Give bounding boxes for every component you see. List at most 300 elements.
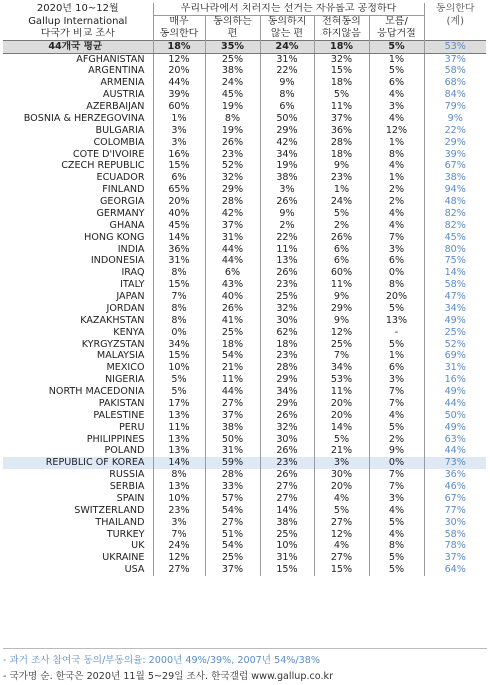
strongly-disagree-value: 25% xyxy=(314,339,369,351)
agree-total-value: 78% xyxy=(424,540,486,552)
strongly-disagree-value: 7% xyxy=(314,350,369,362)
agree-value: 28% xyxy=(205,196,260,208)
strongly-agree-value: 60% xyxy=(153,101,205,113)
strongly-disagree-value: 4% xyxy=(314,493,369,505)
agree-header-b: (계) xyxy=(424,15,486,27)
agree-total-value: 94% xyxy=(424,184,486,196)
strongly-agree-value: 36% xyxy=(153,244,205,256)
dont-know-value: 4% xyxy=(369,505,424,517)
country-name: ECUADOR xyxy=(96,172,145,184)
strongly-agree-value: 6% xyxy=(153,172,205,184)
strongly-agree-value: 8% xyxy=(153,315,205,327)
disagree-value: 22% xyxy=(260,232,314,244)
agree-total-value: 79% xyxy=(424,101,486,113)
agree-total-value: 58% xyxy=(424,279,486,291)
strongly-disagree-value: 9% xyxy=(314,291,369,303)
table-row xyxy=(3,445,486,457)
average-agree: 53% xyxy=(424,40,486,53)
strongly-disagree-value: 60% xyxy=(314,267,369,279)
col4-header-b: 하지않음 xyxy=(314,28,369,40)
country-name: GERMANY xyxy=(96,207,145,219)
table-row xyxy=(3,184,486,196)
strongly-disagree-value: 21% xyxy=(314,445,369,457)
agree-value: 50% xyxy=(205,434,260,446)
strongly-agree-value: 14% xyxy=(153,457,205,469)
strongly-agree-value: 20% xyxy=(153,196,205,208)
country-name: INDONESIA xyxy=(90,255,145,267)
agree-total-value: 68% xyxy=(424,77,486,89)
dont-know-value: 5% xyxy=(369,517,424,529)
table-row xyxy=(3,232,486,244)
agree-total-value: 69% xyxy=(424,350,486,362)
agree-value: 32% xyxy=(205,172,260,184)
agree-total-value: 82% xyxy=(424,220,486,232)
agree-value: 18% xyxy=(205,339,260,351)
agree-value: 40% xyxy=(205,291,260,303)
table-row xyxy=(3,172,486,184)
table-row xyxy=(3,101,486,113)
disagree-value: 26% xyxy=(260,267,314,279)
agree-total-value: 80% xyxy=(424,244,486,256)
agree-total-value: 75% xyxy=(424,255,486,267)
dont-know-value: 3% xyxy=(369,101,424,113)
country-name: TURKEY xyxy=(106,528,145,540)
table-row xyxy=(3,552,486,564)
disagree-value: 6% xyxy=(260,101,314,113)
table-row xyxy=(3,291,486,303)
disagree-value: 34% xyxy=(260,149,314,161)
strongly-agree-value: 3% xyxy=(153,137,205,149)
strongly-disagree-value: 53% xyxy=(314,374,369,386)
disagree-value: 27% xyxy=(260,493,314,505)
strongly-disagree-value: 34% xyxy=(314,362,369,374)
strongly-agree-value: 8% xyxy=(153,303,205,315)
disagree-value: 50% xyxy=(260,113,314,125)
table-row xyxy=(3,137,486,149)
strongly-agree-value: 16% xyxy=(153,149,205,161)
col3-header-b: 않는 편 xyxy=(260,28,314,40)
agree-value: 27% xyxy=(205,398,260,410)
header-row-2 xyxy=(3,15,486,27)
strongly-disagree-value: 9% xyxy=(314,160,369,172)
agree-value: 41% xyxy=(205,315,260,327)
agree-total-value: 16% xyxy=(424,374,486,386)
disagree-value: 25% xyxy=(260,529,314,541)
disagree-value: 29% xyxy=(260,374,314,386)
strongly-disagree-value: 2% xyxy=(314,220,369,232)
dont-know-value: 3% xyxy=(369,493,424,505)
strongly-agree-value: 13% xyxy=(153,434,205,446)
strongly-disagree-value: 4% xyxy=(314,540,369,552)
dont-know-value: 13% xyxy=(369,315,424,327)
disagree-value: 31% xyxy=(260,552,314,564)
header-row-1 xyxy=(3,3,486,15)
dont-know-value: 12% xyxy=(369,125,424,137)
strongly-agree-value: 7% xyxy=(153,529,205,541)
agree-value: 38% xyxy=(205,65,260,77)
disagree-value: 38% xyxy=(260,172,314,184)
country-name: JORDAN xyxy=(106,302,145,314)
dont-know-value: 5% xyxy=(369,303,424,315)
country-name: AUSTRIA xyxy=(102,89,145,101)
agree-total-value: 34% xyxy=(424,303,486,315)
agree-value: 25% xyxy=(205,53,260,65)
col5-header-a: 모름/ xyxy=(369,15,424,27)
footnote-divider xyxy=(3,648,487,649)
dont-know-value: 3% xyxy=(369,374,424,386)
strongly-agree-value: 8% xyxy=(153,267,205,279)
header-row-3 xyxy=(3,28,486,40)
table-row xyxy=(3,315,486,327)
disagree-value: 29% xyxy=(260,125,314,137)
col5-header-b: 응답거절 xyxy=(369,28,424,40)
agree-value: 19% xyxy=(205,125,260,137)
country-name: MEXICO xyxy=(106,362,145,374)
dont-know-value: 6% xyxy=(369,77,424,89)
agree-total-value: 31% xyxy=(424,362,486,374)
strongly-agree-value: 34% xyxy=(153,339,205,351)
disagree-value: 26% xyxy=(260,410,314,422)
country-name: KYRGYZSTAN xyxy=(81,338,145,350)
agree-total-value: 50% xyxy=(424,410,486,422)
agree-value: 54% xyxy=(205,540,260,552)
dont-know-value: 7% xyxy=(369,481,424,493)
dont-know-value: 7% xyxy=(369,232,424,244)
col2-header-b: 편 xyxy=(205,28,260,40)
disagree-value: 42% xyxy=(260,137,314,149)
strongly-agree-value: 10% xyxy=(153,493,205,505)
disagree-value: 34% xyxy=(260,386,314,398)
disagree-value: 9% xyxy=(260,208,314,220)
agree-total-value: 29% xyxy=(424,137,486,149)
agree-value: 24% xyxy=(205,77,260,89)
agree-value: 11% xyxy=(205,374,260,386)
agree-total-value: 46% xyxy=(424,481,486,493)
table-row xyxy=(3,149,486,161)
strongly-disagree-value: 15% xyxy=(314,65,369,77)
strongly-agree-value: 3% xyxy=(153,517,205,529)
table-row xyxy=(3,327,486,339)
agree-value: 44% xyxy=(205,386,260,398)
country-name: BOSNIA & HERZEGOVINA xyxy=(23,112,145,124)
dont-know-value: 4% xyxy=(369,410,424,422)
col4-header-a: 전혀동의 xyxy=(314,15,369,27)
strongly-agree-value: 11% xyxy=(153,422,205,434)
strongly-agree-value: 13% xyxy=(153,410,205,422)
dont-know-value: 9% xyxy=(369,445,424,457)
disagree-value: 23% xyxy=(260,457,314,469)
agree-value: 23% xyxy=(205,149,260,161)
strongly-disagree-value: 11% xyxy=(314,101,369,113)
agree-total-value: 45% xyxy=(424,232,486,244)
dont-know-value: 6% xyxy=(369,362,424,374)
agree-total-value: 82% xyxy=(424,208,486,220)
col1-header-a: 매우 xyxy=(153,15,205,27)
country-name: COTE D'IVOIRE xyxy=(72,148,145,160)
strongly-agree-value: 27% xyxy=(153,564,205,576)
dont-know-value: - xyxy=(369,327,424,339)
strongly-agree-value: 44% xyxy=(153,77,205,89)
agree-value: 26% xyxy=(205,303,260,315)
agree-value: 19% xyxy=(205,101,260,113)
country-name: THAILAND xyxy=(95,516,145,528)
disagree-value: 26% xyxy=(260,196,314,208)
agree-value: 54% xyxy=(205,350,260,362)
table-row xyxy=(3,279,486,291)
strongly-agree-value: 17% xyxy=(153,398,205,410)
agree-value: 57% xyxy=(205,493,260,505)
strongly-disagree-value: 5% xyxy=(314,505,369,517)
disagree-value: 28% xyxy=(260,362,314,374)
disagree-value: 11% xyxy=(260,244,314,256)
agree-value: 38% xyxy=(205,422,260,434)
agree-value: 45% xyxy=(205,89,260,101)
agree-total-value: 49% xyxy=(424,315,486,327)
agree-value: 44% xyxy=(205,244,260,256)
strongly-agree-value: 45% xyxy=(153,220,205,232)
agree-total-value: 52% xyxy=(424,339,486,351)
dont-know-value: 7% xyxy=(369,398,424,410)
agree-value: 26% xyxy=(205,137,260,149)
agree-value: 43% xyxy=(205,279,260,291)
footnote-source: - 국가명 순. 한국은 2020년 11월 5~29일 조사. 한국갤럽 www.gallup.co.kr xyxy=(3,671,334,682)
country-name: UK xyxy=(131,540,145,552)
agree-value: 33% xyxy=(205,481,260,493)
agree-value: 31% xyxy=(205,445,260,457)
country-name: INDIA xyxy=(117,243,145,255)
disagree-value: 32% xyxy=(260,303,314,315)
strongly-agree-value: 13% xyxy=(153,481,205,493)
table-row xyxy=(3,505,486,517)
dont-know-value: 1% xyxy=(369,53,424,65)
strongly-disagree-value: 3% xyxy=(314,457,369,469)
agree-total-value: 73% xyxy=(424,457,486,469)
survey-date: 2020년 10~12월 xyxy=(3,3,153,15)
strongly-agree-value: 8% xyxy=(153,469,205,481)
disagree-value: 26% xyxy=(260,445,314,457)
agree-total-value: 44% xyxy=(424,398,486,410)
strongly-disagree-value: 14% xyxy=(314,422,369,434)
agree-value: 31% xyxy=(205,232,260,244)
strongly-disagree-value: 12% xyxy=(314,327,369,339)
strongly-disagree-value: 24% xyxy=(314,196,369,208)
country-name: COLOMBIA xyxy=(93,136,145,148)
strongly-agree-value: 1% xyxy=(153,113,205,125)
dont-know-value: 4% xyxy=(369,208,424,220)
dont-know-value: 8% xyxy=(369,279,424,291)
agree-total-value: 14% xyxy=(424,267,486,279)
average-v5: 5% xyxy=(369,40,424,53)
strongly-disagree-value: 26% xyxy=(314,232,369,244)
dont-know-value: 1% xyxy=(369,350,424,362)
country-name: SPAIN xyxy=(116,492,145,504)
dont-know-value: 5% xyxy=(369,564,424,576)
strongly-agree-value: 12% xyxy=(153,53,205,65)
dont-know-value: 5% xyxy=(369,552,424,564)
table-row xyxy=(3,529,486,541)
disagree-value: 14% xyxy=(260,505,314,517)
strongly-agree-value: 23% xyxy=(153,505,205,517)
strongly-agree-value: 39% xyxy=(153,89,205,101)
agree-total-value: 67% xyxy=(424,493,486,505)
dont-know-value: 1% xyxy=(369,137,424,149)
strongly-disagree-value: 11% xyxy=(314,386,369,398)
country-name: GHANA xyxy=(109,219,145,231)
disagree-value: 30% xyxy=(260,315,314,327)
dont-know-value: 8% xyxy=(369,540,424,552)
strongly-agree-value: 15% xyxy=(153,160,205,172)
average-label: 44개국 평균 xyxy=(3,40,153,53)
dont-know-value: 7% xyxy=(369,469,424,481)
agree-total-value: 58% xyxy=(424,529,486,541)
strongly-agree-value: 3% xyxy=(153,125,205,137)
agree-value: 29% xyxy=(205,184,260,196)
table-row xyxy=(3,53,486,65)
agree-total-value: 84% xyxy=(424,89,486,101)
disagree-value: 25% xyxy=(260,291,314,303)
strongly-disagree-value: 5% xyxy=(314,434,369,446)
disagree-value: 32% xyxy=(260,422,314,434)
average-v4: 18% xyxy=(314,40,369,53)
table-row xyxy=(3,469,486,481)
agree-value: 21% xyxy=(205,362,260,374)
agree-value: 37% xyxy=(205,410,260,422)
disagree-value: 27% xyxy=(260,481,314,493)
table-row xyxy=(3,362,486,374)
table-row xyxy=(3,220,486,232)
agree-total-value: 37% xyxy=(424,53,486,65)
agree-value: 28% xyxy=(205,469,260,481)
strongly-disagree-value: 6% xyxy=(314,255,369,267)
country-name: MALAYSIA xyxy=(96,350,145,362)
agree-value: 59% xyxy=(205,457,260,469)
agree-total-value: 22% xyxy=(424,125,486,137)
question-title: 우리나라에서 치러지는 선거는 자유롭고 공정하다 xyxy=(153,3,424,15)
dont-know-value: 0% xyxy=(369,267,424,279)
country-name: SWITZERLAND xyxy=(74,504,145,516)
disagree-value: 26% xyxy=(260,469,314,481)
strongly-agree-value: 24% xyxy=(153,540,205,552)
dont-know-value: 2% xyxy=(369,184,424,196)
strongly-disagree-value: 1% xyxy=(314,184,369,196)
agree-value: 25% xyxy=(205,327,260,339)
agree-total-value: 64% xyxy=(424,564,486,576)
agree-value: 37% xyxy=(205,564,260,576)
agree-total-value: 44% xyxy=(424,445,486,457)
agree-value: 25% xyxy=(205,552,260,564)
average-v3: 24% xyxy=(260,40,314,53)
strongly-agree-value: 12% xyxy=(153,552,205,564)
strongly-disagree-value: 28% xyxy=(314,137,369,149)
disagree-value: 23% xyxy=(260,279,314,291)
strongly-agree-value: 14% xyxy=(153,232,205,244)
table-row xyxy=(3,422,486,434)
country-name: POLAND xyxy=(104,445,145,457)
disagree-value: 9% xyxy=(260,77,314,89)
disagree-value: 15% xyxy=(260,564,314,576)
country-name: ITALY xyxy=(120,279,145,291)
agree-value: 44% xyxy=(205,255,260,267)
disagree-value: 38% xyxy=(260,517,314,529)
dont-know-value: 0% xyxy=(369,457,424,469)
table-row xyxy=(3,125,486,137)
agree-total-value: 63% xyxy=(424,434,486,446)
strongly-disagree-value: 36% xyxy=(314,125,369,137)
agree-total-value: 38% xyxy=(424,172,486,184)
strongly-disagree-value: 27% xyxy=(314,517,369,529)
agree-total-value: 30% xyxy=(424,517,486,529)
country-name: RUSSIA xyxy=(109,469,145,481)
agree-header-spacer xyxy=(424,28,486,40)
table-row xyxy=(3,160,486,172)
average-v2: 35% xyxy=(205,40,260,53)
country-name: AFGHANISTAN xyxy=(76,53,145,65)
country-name: SERBIA xyxy=(109,481,145,492)
strongly-agree-value: 15% xyxy=(153,279,205,291)
dont-know-value: 2% xyxy=(369,434,424,446)
strongly-disagree-value: 18% xyxy=(314,149,369,161)
country-name: CZECH REPUBLIC xyxy=(61,160,145,172)
table-row xyxy=(3,255,486,267)
col1-header-b: 동의한다 xyxy=(153,28,205,40)
agree-value: 37% xyxy=(205,220,260,232)
dont-know-value: 4% xyxy=(369,113,424,125)
strongly-disagree-value: 29% xyxy=(314,303,369,315)
table-row xyxy=(3,540,486,552)
agree-header-a: 동의한다 xyxy=(424,3,486,15)
agree-total-value: 37% xyxy=(424,552,486,564)
agree-total-value: 9% xyxy=(424,113,486,125)
strongly-agree-value: 15% xyxy=(153,350,205,362)
table-row xyxy=(3,89,486,101)
agree-value: 27% xyxy=(205,517,260,529)
strongly-disagree-value: 5% xyxy=(314,208,369,220)
dont-know-value: 4% xyxy=(369,89,424,101)
table-row xyxy=(3,65,486,77)
table-row xyxy=(3,208,486,220)
col2-header-a: 동의하는 xyxy=(205,15,260,27)
table-row xyxy=(3,564,486,576)
dont-know-value: 20% xyxy=(369,291,424,303)
strongly-agree-value: 20% xyxy=(153,65,205,77)
table-row xyxy=(3,303,486,315)
country-name: PERU xyxy=(118,421,145,433)
agree-value: 54% xyxy=(205,505,260,517)
col3-header-a: 동의하지 xyxy=(260,15,314,27)
disagree-value: 29% xyxy=(260,398,314,410)
strongly-disagree-value: 23% xyxy=(314,172,369,184)
table-row xyxy=(3,386,486,398)
table-row xyxy=(3,244,486,256)
agree-total-value: 36% xyxy=(424,469,486,481)
table-row xyxy=(3,113,486,125)
disagree-value: 3% xyxy=(260,184,314,196)
agree-total-value: 25% xyxy=(424,327,486,339)
agree-total-value: 49% xyxy=(424,422,486,434)
strongly-agree-value: 13% xyxy=(153,445,205,457)
strongly-disagree-value: 30% xyxy=(314,469,369,481)
strongly-disagree-value: 37% xyxy=(314,113,369,125)
country-name: USA xyxy=(124,564,145,576)
table-row xyxy=(3,493,486,505)
table-row xyxy=(3,339,486,351)
country-name: AZERBAIJAN xyxy=(86,101,145,112)
strongly-agree-value: 5% xyxy=(153,386,205,398)
country-name: BULGARIA xyxy=(95,124,145,136)
agree-total-value: 39% xyxy=(424,149,486,161)
agree-value: 6% xyxy=(205,267,260,279)
table-row xyxy=(3,77,486,89)
